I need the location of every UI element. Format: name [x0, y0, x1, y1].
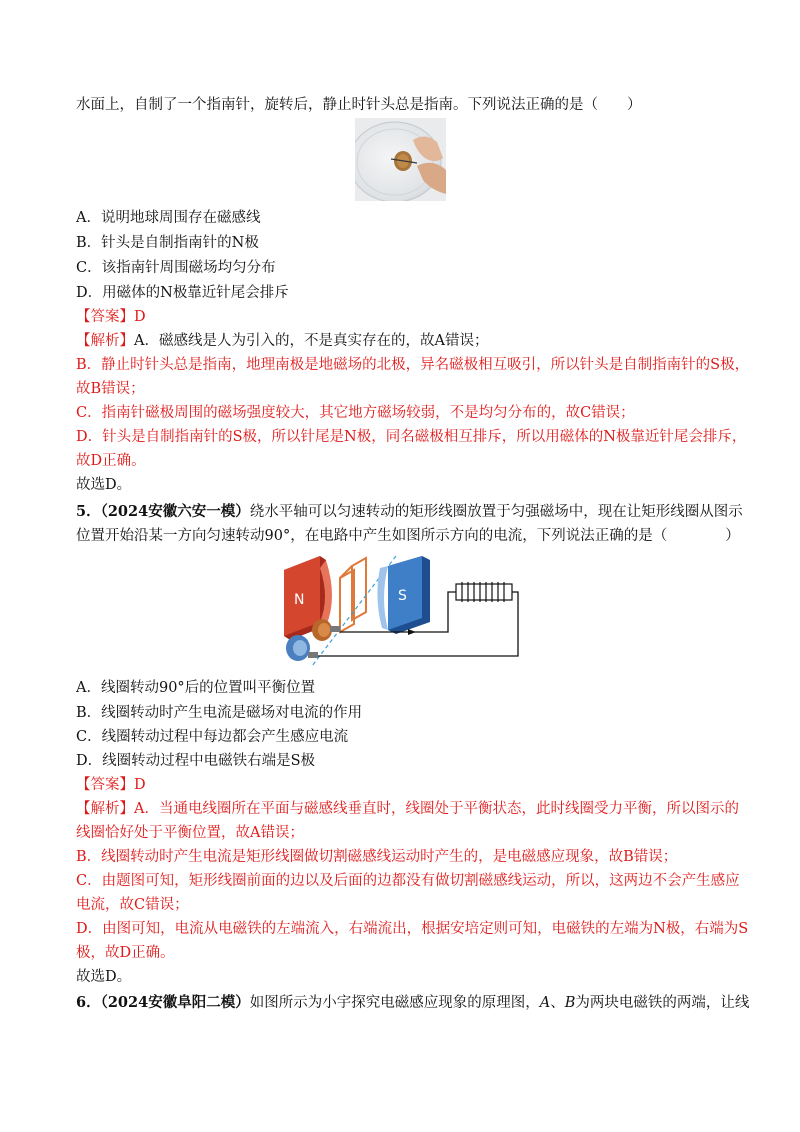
stem-text: 绕水平轴可以匀速转动的矩形线圈放置于匀强磁场中，现在让矩形线圈从图示: [249, 504, 743, 520]
q4-option-c: C．该指南针周围磁场均匀分布: [76, 260, 276, 276]
variable-b: B: [564, 995, 576, 1011]
q4-answer: [76, 307, 146, 327]
q5-analysis-line-6: D．由图可知，电流从电磁铁的左端流入，右端流出，根据安培定则可知，电磁铁的左端为N极，右端为S: [76, 921, 749, 937]
q5-conclusion: 故选D。: [76, 969, 132, 985]
q5-generator-figure: [268, 548, 528, 676]
q4-analysis-line-4: C．指南针磁极周围的磁场强度较大，其它地方磁场较弱，不是均匀分布的，故C错误；: [76, 405, 635, 421]
answer-value: D: [134, 777, 146, 793]
separator: 、: [550, 995, 565, 1011]
q5-analysis-line-1: [76, 799, 739, 819]
question-source: （2024安徽六安一模）: [100, 503, 250, 520]
magnet-north-label: N: [294, 592, 305, 608]
answer-label: 【答案】: [76, 309, 134, 325]
q5-stem-line-2: 位置开始沿某一方向匀速转动90°，在电路中产生如图所示方向的电流，下列说法正确的是（ ）: [76, 528, 740, 544]
q5-option-c: C．线圈转动过程中每边都会产生感应电流: [76, 729, 349, 745]
q5-analysis-line-7: 极，故D正确。: [76, 945, 175, 961]
magnet-south-label: S: [398, 588, 407, 604]
question-number: 6．: [76, 994, 101, 1011]
q4-option-a: A．说明地球周围存在磁感线: [76, 210, 261, 226]
q4-analysis-line-5: D．针头是自制指南针的S极，所以针尾是N极，同名磁极相互排斥，所以用磁体的N极靠近针尾会排斥，: [76, 429, 747, 445]
q4-option-d: D．用磁体的N极靠近针尾会排斥: [76, 285, 289, 301]
q5-analysis-line-4: C．由题图可知，矩形线圈前面的边以及后面的边都没有做切割磁感线运动，所以，这两边不会产生感应: [76, 873, 740, 889]
q5-option-d: D．线圈转动过程中电磁铁右端是S极: [76, 753, 316, 769]
q4-option-b: B．针头是自制指南针的N极: [76, 235, 259, 251]
q5-analysis-line-5: 电流，故C错误；: [76, 897, 189, 913]
stem-text-b: 为两块电磁铁的两端，让线: [575, 995, 750, 1011]
q4-conclusion: 故选D。: [76, 477, 132, 493]
q4-analysis-line-6: 故D正确。: [76, 453, 146, 469]
question-number: 5．: [76, 503, 101, 520]
answer-value: D: [134, 309, 146, 325]
q4-analysis-line-1: [76, 331, 488, 351]
answer-label: 【答案】: [76, 777, 134, 793]
q5-answer: [76, 775, 146, 795]
q4-stem-tail: 水面上，自制了一个指南针，旋转后，静止时针头总是指南。下列说法正确的是（ ）: [76, 97, 642, 113]
analysis-text: A．磁感线是人为引入的，不是真实存在的，故A错误；: [134, 333, 489, 349]
q5-analysis-line-3: B．线圈转动时产生电流是矩形线圈做切割磁感线运动时产生的，是电磁感应现象，故B错误；: [76, 849, 678, 865]
analysis-text: A．当通电线圈所在平面与磁感线垂直时，线圈处于平衡状态，此时线圈受力平衡，所以图示的: [134, 801, 739, 817]
q5-analysis-line-2: 线圈恰好处于平衡位置，故A错误；: [76, 825, 304, 841]
q4-compass-photo: [355, 118, 446, 205]
stem-text-a: 如图所示为小宇探究电磁感应现象的原理图，: [249, 995, 540, 1011]
analysis-label: 【解析】: [76, 333, 134, 349]
analysis-label: 【解析】: [76, 801, 134, 817]
question-source: （2024安徽阜阳二模）: [100, 994, 250, 1011]
q4-analysis-line-2: B．静止时针头总是指南，地理南极是地磁场的北极，异名磁极相互吸引，所以针头是自制指南针的S极，: [76, 357, 750, 373]
q6-stem-line-1: [76, 993, 749, 1013]
q5-option-a: A．线圈转动90°后的位置叫平衡位置: [76, 680, 316, 696]
q4-analysis-line-3: 故B错误；: [76, 381, 145, 397]
q5-stem-line-1: [76, 502, 743, 522]
variable-a: A: [539, 995, 551, 1011]
q5-option-b: B．线圈转动时产生电流是磁场对电流的作用: [76, 705, 363, 721]
